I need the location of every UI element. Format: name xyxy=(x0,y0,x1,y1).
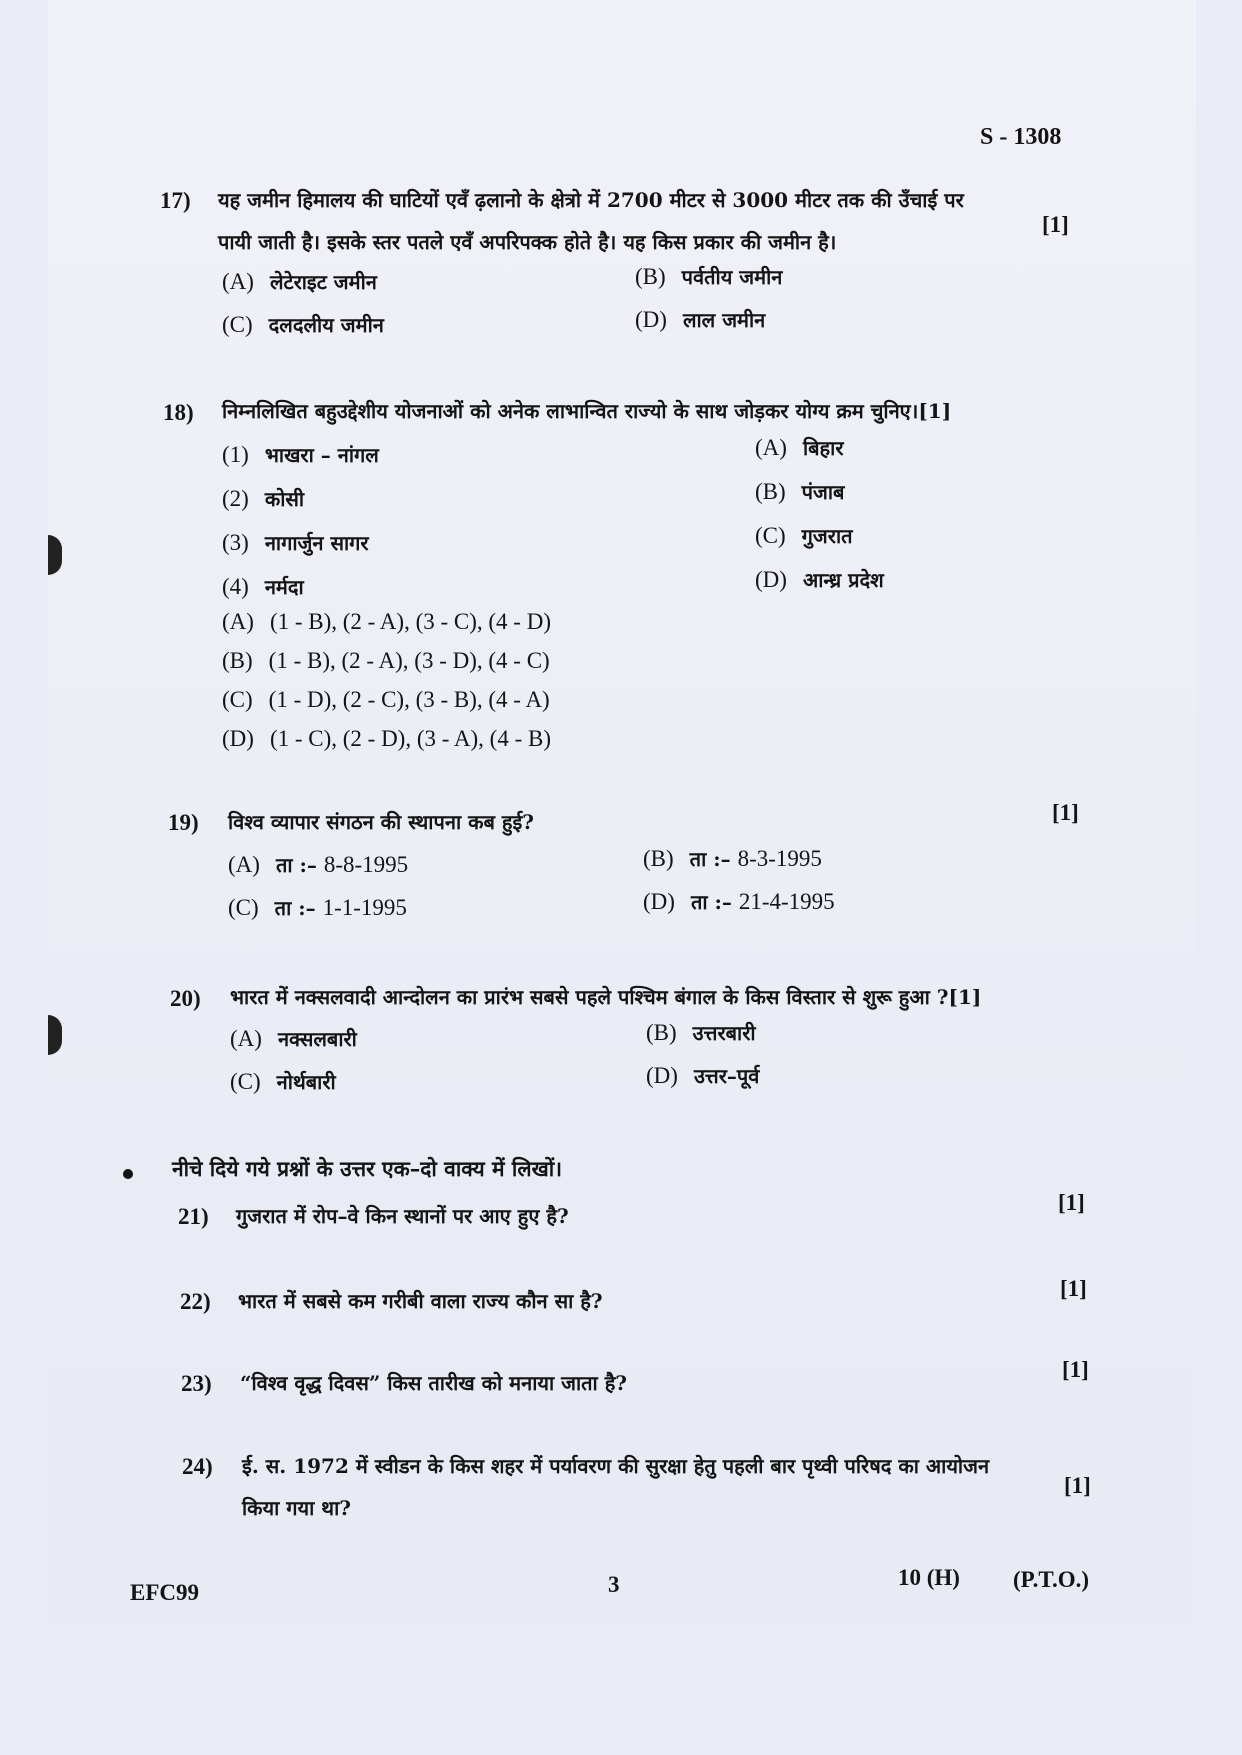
item-label: (A) xyxy=(755,435,787,460)
option-label: (B) xyxy=(222,648,253,673)
match-item-right xyxy=(755,434,844,461)
option-text: पर्वतीय जमीन xyxy=(681,265,783,289)
item-label: (1) xyxy=(222,442,249,467)
option-label: (B) xyxy=(646,1020,677,1045)
option-text: उत्तर–पूर्व xyxy=(693,1064,760,1088)
item-label: (D) xyxy=(755,567,787,592)
item-label: (4) xyxy=(222,574,249,599)
question-number: 23) xyxy=(181,1371,212,1396)
option-label: (D) xyxy=(635,307,667,332)
question-number: 17) xyxy=(160,188,191,213)
option-label: (A) xyxy=(222,269,254,294)
option-label: (D) xyxy=(646,1063,678,1088)
option-a xyxy=(222,268,377,295)
bullet-icon xyxy=(123,1169,133,1179)
question-number: 21) xyxy=(178,1204,209,1229)
option-label: (C) xyxy=(230,1069,261,1094)
marks-label: [1] xyxy=(1058,1190,1085,1215)
item-label: (C) xyxy=(755,523,786,548)
option-text: नक्सलबारी xyxy=(277,1027,357,1051)
item-label: (B) xyxy=(755,479,786,504)
item-text: बिहार xyxy=(802,436,844,460)
question-text xyxy=(218,179,1088,263)
option-text: लेटेराइट जमीन xyxy=(269,270,377,294)
pto-label: (P.T.O.) xyxy=(1013,1567,1090,1592)
option-label: (A) xyxy=(230,1026,262,1051)
option-label: (D) xyxy=(643,889,675,914)
question-text: निम्नलिखित बहुउद्देशीय योजनाओं को अनेक लाभान्वित राज्यो के साथ जोड़कर योग्य क्रम चुनिए।[1] xyxy=(222,399,952,423)
option-c xyxy=(222,311,384,338)
question-number: 24) xyxy=(182,1454,213,1479)
question-text: “विश्व वृद्ध दिवस” किस तारीख को मनाया जाता है? xyxy=(240,1371,628,1395)
option-text: 8-8-1995 xyxy=(323,852,409,877)
option-prefix: ता :– xyxy=(274,896,316,920)
question-line: पायी जाती है। इसके स्तर पतले एवँ अपरिपक्क होते है। यह किस प्रकार की जमीन है। xyxy=(218,230,837,254)
option-prefix: ता :– xyxy=(275,853,317,877)
option-label: (A) xyxy=(228,852,260,877)
question-text: भारत में नक्सलवादी आन्दोलन का प्रारंभ सबसे पहले पश्चिम बंगाल के किस विस्तार से शुरू हुआ ?[1] xyxy=(230,985,982,1009)
marks-label: [1] xyxy=(1062,1357,1089,1382)
option-c xyxy=(230,1068,336,1095)
item-text: कोसी xyxy=(264,487,305,511)
option-text: (1 - C), (2 - D), (3 - A), (4 - B) xyxy=(269,726,551,751)
match-item-left xyxy=(222,485,304,512)
option-text: 1-1-1995 xyxy=(322,895,407,920)
marks-label: [1] xyxy=(1060,1276,1087,1301)
option-text: नोर्थबारी xyxy=(276,1070,336,1094)
question-text: भारत में सबसे कम गरीबी वाला राज्य कौन सा है? xyxy=(238,1289,603,1313)
option-d xyxy=(643,888,835,915)
option-label: (D) xyxy=(222,726,254,751)
match-item-right xyxy=(755,566,884,593)
option-label: (B) xyxy=(635,264,666,289)
option-b xyxy=(635,263,782,290)
option-a xyxy=(228,851,408,878)
item-text: पंजाब xyxy=(801,480,845,504)
question-text: गुजरात में रोप–वे किन स्थानों पर आए हुए है? xyxy=(236,1204,569,1228)
option-b xyxy=(646,1019,756,1046)
option-d xyxy=(635,306,765,333)
match-item-left xyxy=(222,573,304,600)
option-prefix: ता :– xyxy=(690,890,732,914)
question-number: 18) xyxy=(163,400,194,425)
option-label: (C) xyxy=(222,687,253,712)
option-text: 21-4-1995 xyxy=(738,889,835,914)
item-text: नागार्जुन सागर xyxy=(264,531,369,555)
option-a xyxy=(222,609,551,635)
question-number: 20) xyxy=(170,986,201,1011)
option-c xyxy=(222,687,550,713)
question-number: 19) xyxy=(168,810,199,835)
item-text: भाखरा – नांगल xyxy=(264,443,379,467)
match-item-right xyxy=(755,478,844,505)
marks-label: [1] xyxy=(1042,212,1069,237)
footer-code: EFC99 xyxy=(130,1580,199,1605)
option-d xyxy=(222,726,551,752)
item-label: (2) xyxy=(222,486,249,511)
question-line: यह जमीन हिमालय की घाटियों एवँ ढ़लानो के क्षेत्रो में 2700 मीटर से 3000 मीटर तक की उँचाई पर xyxy=(218,188,964,212)
class-label: 10 (H) xyxy=(898,1565,960,1590)
item-label: (3) xyxy=(222,530,249,555)
option-text: उत्तरबारी xyxy=(692,1021,756,1045)
marks-label: [1] xyxy=(1052,800,1079,825)
option-label: (C) xyxy=(228,895,259,920)
match-item-left xyxy=(222,441,379,468)
paper-code: S - 1308 xyxy=(980,124,1062,150)
page-number: 3 xyxy=(608,1572,620,1597)
option-a xyxy=(230,1025,357,1052)
option-label: (A) xyxy=(222,609,254,634)
option-text: (1 - B), (2 - A), (3 - C), (4 - D) xyxy=(269,609,551,634)
marks-label: [1] xyxy=(1064,1473,1091,1498)
option-d xyxy=(646,1062,759,1089)
question-line: ई. स. 1972 में स्वीडन के किस शहर में पर्यावरण की सुरक्षा हेतु पहली बार पृथ्वी परिषद का आयोजन xyxy=(242,1454,990,1478)
option-text: लाल जमीन xyxy=(682,308,766,332)
option-prefix: ता :– xyxy=(689,847,731,871)
question-text: विश्व व्यापार संगठन की स्थापना कब हुई? xyxy=(228,810,534,834)
option-text: (1 - B), (2 - A), (3 - D), (4 - C) xyxy=(268,648,550,673)
item-text: नर्मदा xyxy=(264,575,304,599)
option-c xyxy=(228,894,407,921)
option-b xyxy=(643,845,822,872)
item-text: आन्ध्र प्रदेश xyxy=(802,568,884,592)
option-text: 8-3-1995 xyxy=(737,846,822,871)
option-text: (1 - D), (2 - C), (3 - B), (4 - A) xyxy=(268,687,550,712)
section-heading: नीचे दिये गये प्रश्नों के उत्तर एक–दो वाक्य में लिखों। xyxy=(172,1156,563,1181)
option-label: (B) xyxy=(643,846,674,871)
item-text: गुजरात xyxy=(801,524,853,548)
match-item-right xyxy=(755,522,853,549)
option-text: दलदलीय जमीन xyxy=(268,313,384,337)
question-number: 22) xyxy=(180,1289,211,1314)
option-b xyxy=(222,648,550,674)
question-text xyxy=(242,1445,1112,1529)
question-line: किया गया था? xyxy=(242,1496,351,1520)
match-item-left xyxy=(222,529,369,556)
option-label: (C) xyxy=(222,312,253,337)
